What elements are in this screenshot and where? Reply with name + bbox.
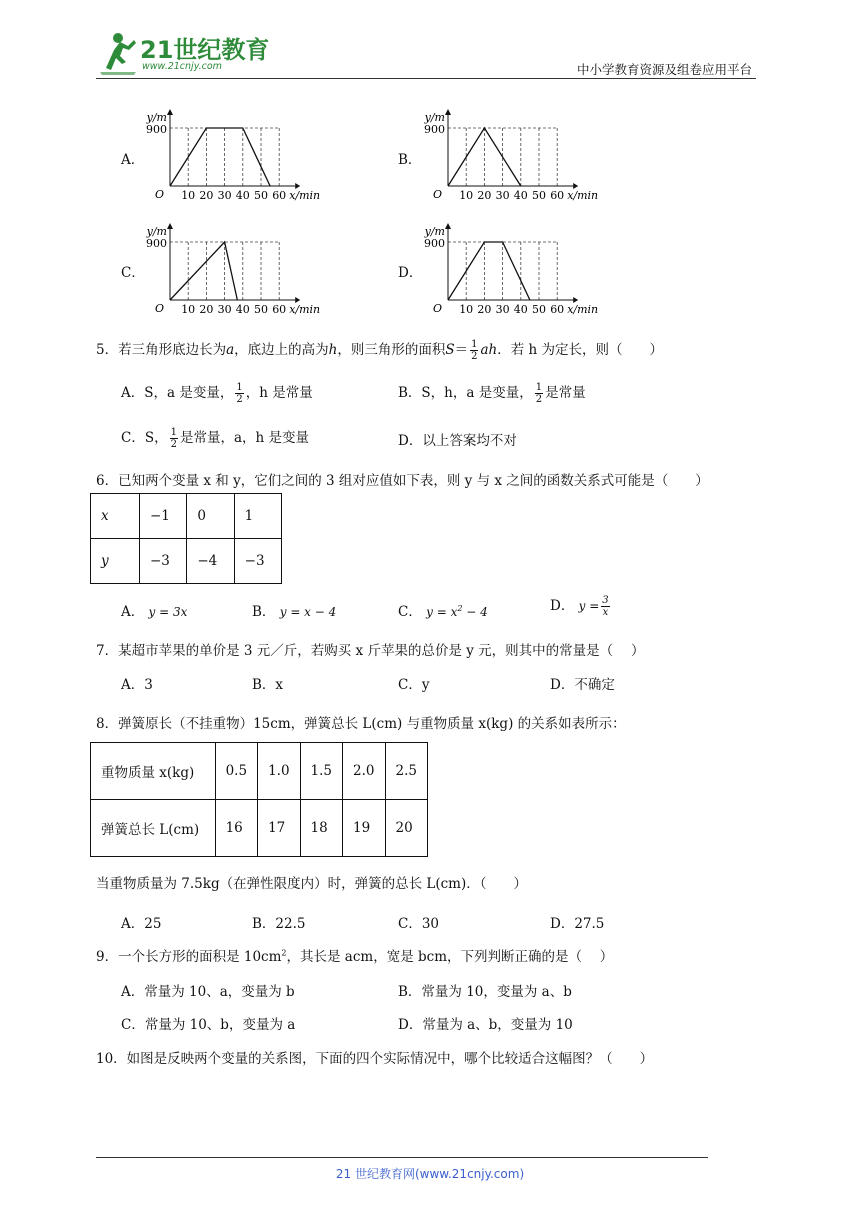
q5-option-b[interactable]: B．S，h，a 是变量， $\frac{1}{2}$ 是常量 <box>398 382 586 405</box>
q8-option-c[interactable]: C．30 <box>398 916 440 932</box>
origin-label: O <box>154 188 164 201</box>
x-tick-60: 60 <box>550 303 565 316</box>
x-tick-40: 40 <box>513 189 528 202</box>
x-tick-10: 10 <box>181 189 196 202</box>
x-tick-20: 20 <box>477 303 492 316</box>
x-tick-20: 20 <box>477 189 492 202</box>
table-row: 弹簧总长 L(cm) 16 17 18 19 20 <box>91 800 428 857</box>
x-tick-40: 40 <box>235 303 250 316</box>
graph-b-label: B． <box>398 152 422 168</box>
x-axis-label: x/min <box>567 189 599 202</box>
graph-a-label: A． <box>121 152 145 168</box>
q7-option-a[interactable]: A．3 <box>121 677 153 693</box>
q6-option-a[interactable]: A． y = 3x <box>121 604 188 620</box>
q7-option-b[interactable]: B．x <box>252 677 284 693</box>
series-line <box>170 128 270 186</box>
graph-c-label: C． <box>121 265 145 281</box>
table-row: y −3 −4 −3 <box>91 539 282 584</box>
q8-follow: 当重物质量为 7.5kg（在弹性限度内）时，弹簧的总长 L(cm)．（ ） <box>96 876 527 892</box>
q7-stem: 7．某超市苹果的单价是 3 元／斤，若购买 x 斤苹果的总价是 y 元，则其中的常量是（ ） <box>96 643 645 659</box>
logo-text: 21世纪教育 <box>140 36 270 64</box>
x-tick-60: 60 <box>550 189 565 202</box>
x-tick-50: 50 <box>532 189 546 202</box>
y-axis-label: y/m <box>146 225 167 238</box>
x-tick-30: 30 <box>495 303 510 316</box>
q9-stem: 9．一个长方形的面积是 $10cm^2$，其长是 acm，宽是 bcm，下列判断正确的是（ ） <box>96 948 614 965</box>
q9-option-c[interactable]: C．常量为 10、b，变量为 a <box>121 1017 296 1033</box>
origin-label: O <box>432 188 442 201</box>
x-tick-20: 20 <box>199 303 214 316</box>
y-axis-arrow <box>445 109 451 115</box>
x-tick-10: 10 <box>459 189 474 202</box>
x-axis-label: x/min <box>289 189 321 202</box>
q5-fraction: $\frac{1}{2}$ <box>471 339 478 362</box>
graph-d <box>418 220 608 320</box>
origin-label: O <box>154 302 164 315</box>
x-tick-30: 30 <box>495 189 510 202</box>
y-tick-900: 900 <box>424 123 445 136</box>
graph-c <box>140 220 330 320</box>
q7-option-c[interactable]: C．y <box>398 677 430 693</box>
table-row: 重物质量 x(kg) 0.5 1.0 1.5 2.0 2.5 <box>91 743 428 800</box>
q7-option-d[interactable]: D．不确定 <box>550 677 615 693</box>
x-axis-label: x/min <box>567 303 599 316</box>
q5-option-d[interactable]: D．以上答案均不对 <box>398 433 517 449</box>
x-tick-20: 20 <box>199 189 214 202</box>
y-tick-900: 900 <box>146 123 167 136</box>
x-tick-60: 60 <box>272 189 287 202</box>
q5-option-a[interactable]: A．S，a 是变量， $\frac{1}{2}$ ，h 是常量 <box>121 382 313 405</box>
q6-option-d[interactable]: D． y = $\frac{3}{x}$ <box>550 595 609 618</box>
q8-stem: 8．弹簧原长（不挂重物）15cm，弹簧总长 L(cm) 与重物质量 x(kg) 的关系如表所示： <box>96 716 626 732</box>
logo-url: www.21cnjy.com <box>142 61 222 72</box>
q5-stem: 5．若三角形底边长为a，底边上的高为h，则三角形的面积S＝ $\frac{1}{2}$ ah．若 h 为定长，则（ ） <box>96 339 664 362</box>
x-tick-10: 10 <box>181 303 196 316</box>
graph-d-label: D． <box>398 265 423 281</box>
x-tick-50: 50 <box>532 303 546 316</box>
header-divider <box>96 78 756 79</box>
q9-option-a[interactable]: A．常量为 10、a，变量为 b <box>121 984 295 1000</box>
y-axis-label: y/m <box>146 111 167 124</box>
q8-option-d[interactable]: D．27.5 <box>550 916 605 932</box>
q6-option-b[interactable]: B． y = x − 4 <box>252 604 337 620</box>
y-axis-arrow <box>167 109 173 115</box>
series-line <box>170 242 237 300</box>
x-tick-10: 10 <box>459 303 474 316</box>
table-row: x −1 0 1 <box>91 494 282 539</box>
platform-title: 中小学教育资源及组卷应用平台 <box>576 62 752 77</box>
origin-label: O <box>432 302 442 315</box>
graph-b <box>418 106 608 206</box>
q9-option-b[interactable]: B．常量为 10，变量为 a、b <box>398 984 572 1000</box>
q8-option-a[interactable]: A．25 <box>121 916 162 932</box>
y-axis-label: y/m <box>424 111 445 124</box>
x-tick-40: 40 <box>235 189 250 202</box>
y-axis-arrow <box>167 223 173 229</box>
y-axis-arrow <box>445 223 451 229</box>
footer-text: 21 世纪教育网(www.21cnjy.com) <box>335 1167 525 1181</box>
footer-divider <box>96 1157 708 1158</box>
q9-option-d[interactable]: D．常量为 a、b，变量为 10 <box>398 1017 573 1033</box>
site-logo <box>96 28 271 78</box>
q5-option-c[interactable]: C．S， $\frac{1}{2}$ 是常量，a，h 是变量 <box>121 427 309 450</box>
y-tick-900: 900 <box>424 237 445 250</box>
x-tick-60: 60 <box>272 303 287 316</box>
y-tick-900: 900 <box>146 237 167 250</box>
x-tick-50: 50 <box>254 189 268 202</box>
q6-option-c[interactable]: C． $y = x^2 - 4$ <box>398 604 488 620</box>
x-tick-50: 50 <box>254 303 268 316</box>
y-axis-label: y/m <box>424 225 445 238</box>
x-tick-30: 30 <box>217 189 232 202</box>
series-line <box>448 242 530 300</box>
x-tick-30: 30 <box>217 303 232 316</box>
q8-table <box>90 742 428 857</box>
q10-stem: 10．如图是反映两个变量的关系图，下面的四个实际情况中，哪个比较适合这幅图？（ ） <box>96 1051 654 1067</box>
q8-option-b[interactable]: B．22.5 <box>252 916 306 932</box>
q6-stem: 6．已知两个变量 x 和 y，它们之间的 3 组对应值如下表，则 y 与 x 之间的函数关系式可能是（ ） <box>96 473 709 489</box>
q6-table <box>90 493 282 584</box>
graph-a <box>140 106 330 206</box>
series-line <box>448 128 521 186</box>
x-tick-40: 40 <box>513 303 528 316</box>
x-axis-label: x/min <box>289 303 321 316</box>
